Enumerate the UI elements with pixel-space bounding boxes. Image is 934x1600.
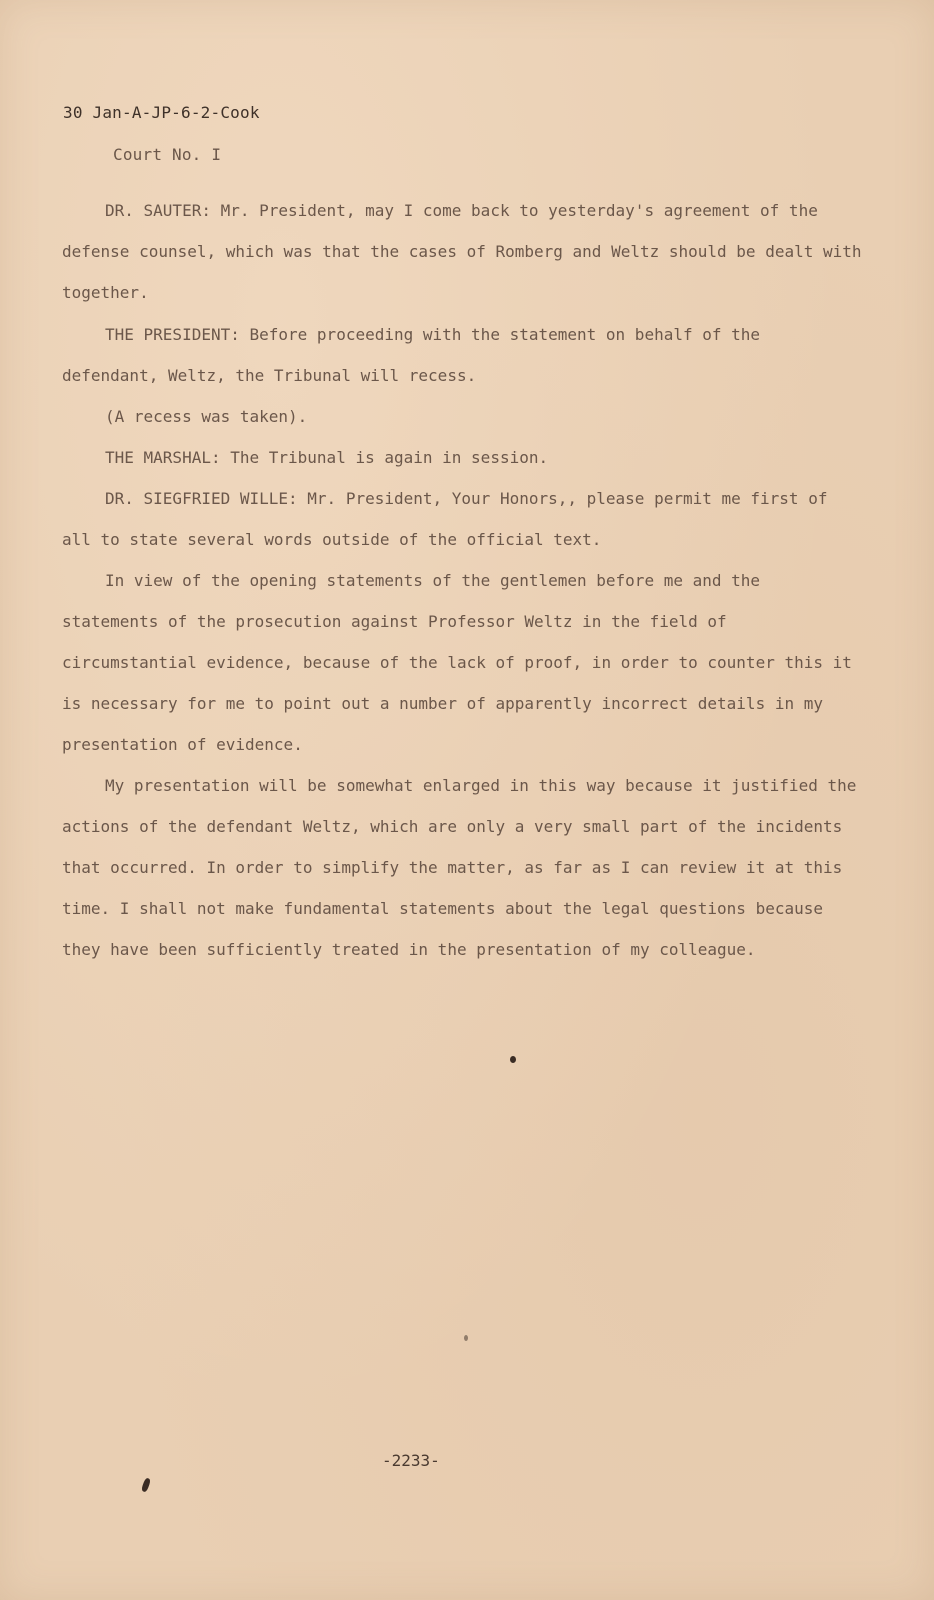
paragraph-text: DR. SAUTER: Mr. President, may I come back to yesterday's agreement of the defense counsel, which was that the cases of Romberg and Weltz should be dealt with together. bbox=[62, 201, 862, 302]
paragraph-text: (A recess was taken). bbox=[105, 407, 308, 426]
paragraph-sauter bbox=[62, 190, 862, 313]
paragraph-wille-presentation bbox=[62, 765, 862, 970]
ink-speck bbox=[510, 1056, 516, 1063]
paragraph-text: THE MARSHAL: The Tribunal is again in session. bbox=[105, 448, 549, 467]
court-designation: Court No. I bbox=[113, 145, 222, 164]
paragraph-text: My presentation will be somewhat enlarged in this way because it justified the actions of the defendant Weltz, which are only a very small part of the incidents that occurred. In order to simplify the matter, as far as I can review it at this time. I shall not make fundamental statements about the legal questions because they have been sufficiently treated in the presentation of my colleague. bbox=[62, 776, 857, 959]
paragraph-president bbox=[62, 314, 862, 396]
page-number: -2233- bbox=[382, 1451, 440, 1470]
paragraph-wille-evidence bbox=[62, 560, 862, 765]
paragraph-text: In view of the opening statements of the gentlemen before me and the statements of the prosecution against Professor Weltz in the field of circumstantial evidence, because of the lack of proof, in order to counter this it is necessary for me to point out a number of apparently incorrect details in my presentation of evidence. bbox=[62, 571, 852, 754]
paragraph-wille-intro bbox=[62, 478, 862, 560]
paragraph-text: THE PRESIDENT: Before proceeding with the statement on behalf of the defendant, Weltz, the Tribunal will recess. bbox=[62, 325, 761, 385]
paragraph-recess bbox=[62, 396, 862, 437]
paragraph-text: DR. SIEGFRIED WILLE: Mr. President, Your Honors,, please permit me first of all to state several words outside of the official text. bbox=[62, 489, 828, 549]
document-header: 30 Jan-A-JP-6-2-Cook bbox=[63, 103, 260, 122]
paragraph-marshal bbox=[62, 437, 862, 478]
ink-speck bbox=[464, 1335, 468, 1341]
ink-speck bbox=[141, 1477, 151, 1492]
